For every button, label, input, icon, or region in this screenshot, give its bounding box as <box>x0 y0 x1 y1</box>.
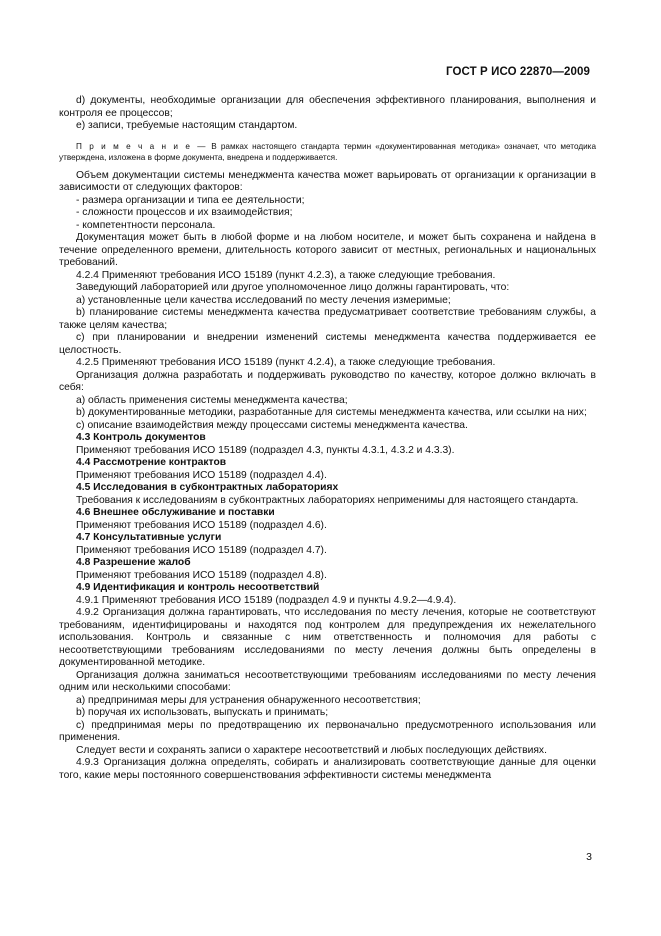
paragraph: Заведующий лабораторией или другое уполномоченное лицо должны гарантировать, что: <box>76 282 510 294</box>
paragraph: Следует вести и сохранять записи о характере несоответствий и любых последующих действиях. <box>76 744 547 756</box>
document-header: ГОСТ Р ИСО 22870—2009 <box>445 66 590 78</box>
list-item: - компетентности персонала. <box>76 219 216 231</box>
section-heading: 4.6 Внешнее обслуживание и поставки <box>76 507 275 519</box>
list-item: - размера организации и типа ее деятельности; <box>76 194 305 206</box>
paragraph: Объем документации системы менеджмента качества может варьировать от организации к организации в зависимости от следующих факторов: <box>59 169 596 194</box>
clause: 4.2.5 Применяют требования ИСО 15189 (пункт 4.2.4), а также следующие требования. <box>76 357 496 369</box>
paragraph: d) документы, необходимые организации для обеспечения эффективного планирования, выполнения и контроля ее процессов; <box>59 95 596 119</box>
note <box>59 141 596 163</box>
clause: 4.9.3 Организация должна определять, собирать и анализировать соответствующие данные для оценки того, какие меры постоянного совершенствования эффективности системы менеджмента <box>59 757 596 781</box>
clause: 4.2.4 Применяют требования ИСО 15189 (пункт 4.2.3), а также следующие требования. <box>76 269 496 281</box>
section-heading: 4.3 Контроль документов <box>76 432 206 444</box>
paragraph: e) записи, требуемые настоящим стандартом. <box>76 120 298 131</box>
paragraph: Организация должна заниматься несоответствующими требованиям исследованиями по месту лечения одним или несколькими способами: <box>59 669 596 694</box>
paragraph: Применяют требования ИСО 15189 (подраздел 4.6). <box>76 519 327 531</box>
paragraph: Применяют требования ИСО 15189 (подраздел 4.4). <box>76 469 327 481</box>
section-heading: 4.8 Разрешение жалоб <box>76 557 191 569</box>
clause: 4.9.1 Применяют требования ИСО 15189 (подраздел 4.9 и пункты 4.9.2—4.9.4). <box>76 594 457 606</box>
list-item: b) поручая их использовать, выпускать и принимать; <box>76 707 329 719</box>
section-heading: 4.7 Консультативные услуги <box>76 532 222 544</box>
note-text: В рамках настоящего стандарта термин «документированная методика» означает, что методика утверждена, изложена в форме документа, внедрена и поддерживается. <box>59 141 596 162</box>
paragraph: Документация может быть в любой форме и на любом носителе, и может быть сохранена и найдена в течение определенного времени, длительность которого зависит от местных, региональных и национальных требований. <box>59 232 596 269</box>
list-item: a) область применения системы менеджмента качества; <box>76 394 348 406</box>
paragraph: Требования к исследованиям в субконтрактных лабораториях неприменимы для настоящего стандарта. <box>76 494 579 506</box>
section-heading: 4.9 Идентификация и контроль несоответствий <box>76 582 320 594</box>
paragraph: Применяют требования ИСО 15189 (подраздел 4.7). <box>76 544 327 556</box>
list-item: b) планирование системы менеджмента качества предусматривает соответствие требованиям службы, а также целям качества; <box>59 307 596 331</box>
page-body <box>59 95 596 782</box>
paragraph: Применяют требования ИСО 15189 (подраздел 4.3, пункты 4.3.1, 4.3.2 и 4.3.3). <box>76 444 455 456</box>
note-label: П р и м е ч а н и е — <box>76 141 208 151</box>
clause: 4.9.2 Организация должна гарантировать, что исследования по месту лечения, которые не соответствуют требованиям, идентифицированы и находятся под контролем для предупреждения их нежелательного использования. Контроль и связанные с ним ответственность и полномочия для работы с несоответствующими требованиям исследованиями по месту лечения должны быть определены в документированной методике. <box>59 607 596 669</box>
list-item: a) установленные цели качества исследований по месту лечения измеримые; <box>76 294 451 306</box>
section-heading: 4.5 Исследования в субконтрактных лабораториях <box>76 482 339 494</box>
list-item: c) предпринимая меры по предотвращению их первоначально предусмотренного использования или применения. <box>59 719 596 744</box>
list-item: c) описание взаимодействия между процессами системы менеджмента качества. <box>76 419 468 431</box>
list-item: - сложности процессов и их взаимодействия; <box>76 207 293 219</box>
paragraph: Применяют требования ИСО 15189 (подраздел 4.8). <box>76 569 327 581</box>
list-item: b) документированные методики, разработанные для системы менеджмента качества, или ссылки на них; <box>76 407 587 419</box>
page-number: 3 <box>586 851 592 863</box>
list-item: c) при планировании и внедрении изменений системы менеджмента качества поддерживается ее целостность. <box>59 332 596 356</box>
section-heading: 4.4 Рассмотрение контрактов <box>76 457 227 469</box>
paragraph: Организация должна разработать и поддерживать руководство по качеству, которое должно включать в себя: <box>59 369 596 394</box>
list-item: a) предпринимая меры для устранения обнаруженного несоответствия; <box>76 694 421 706</box>
